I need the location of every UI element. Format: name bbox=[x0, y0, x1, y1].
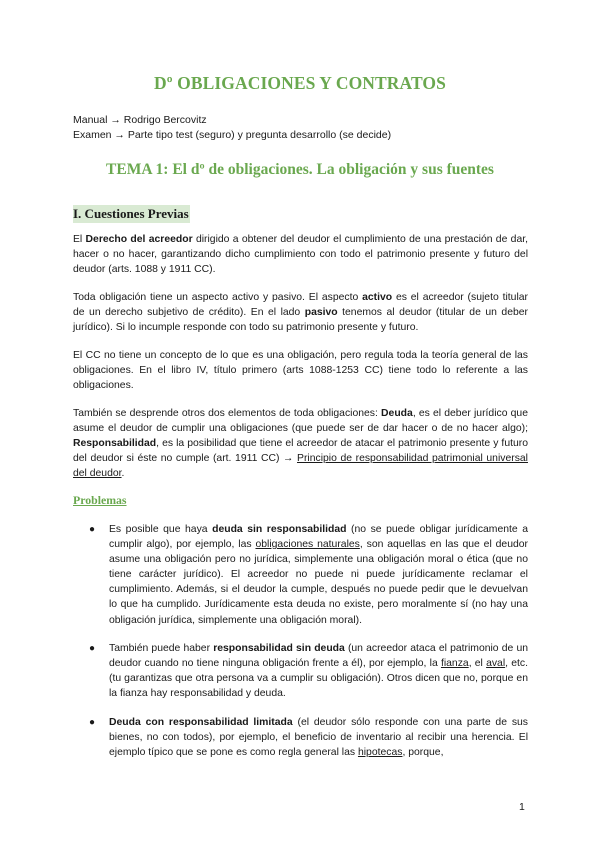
term-responsabilidad: Responsabilidad bbox=[73, 438, 157, 450]
tema-heading: TEMA 1: El dº de obligaciones. La obligación y sus fuentes bbox=[106, 161, 494, 178]
bullet-responsabilidad-limitada: Deuda con responsabilidad limitada (el deudor sólo responde con una parte de sus bienes, no con todos), por ejemplo, el beneficio de inventario al recibir una herencia. El ejemplo típico que se pone es como regla general las hipotecas, porque, bbox=[109, 717, 528, 759]
bullet-icon: ● bbox=[89, 643, 96, 654]
section-heading: I. Cuestiones Previas bbox=[73, 206, 189, 221]
term-derecho-acreedor: Derecho del acreedor bbox=[85, 234, 193, 245]
bullet-responsabilidad-sin-deuda: También puede haber responsabilidad sin deuda (un acreedor ataca el patrimonio de un deudor cuando no tiene ninguna obligación frente a él), por ejemplo, la fianza, el aval, etc. (tu garantizas que otra persona va a cumplir su obligación). Otros dicen que no, porque en la fianza hay responsabilidad y deuda. bbox=[109, 643, 528, 700]
document-title: Dº OBLIGACIONES Y CONTRATOS bbox=[154, 73, 446, 93]
manual-line: Manual → Rodrigo Bercovitz bbox=[73, 114, 207, 126]
problems-heading: Problemas bbox=[73, 493, 127, 507]
paragraph-definition: El Derecho del acreedor dirigido a obtener del deudor el cumplimiento de una prestación de dar, hacer o no hacer, garantizando dicho cumplimiento con todo el patrimonio presente y futuro del deudor (arts. 1088 y 1911 CC). bbox=[73, 234, 528, 276]
page-number: 1 bbox=[519, 801, 525, 813]
term-pasivo: pasivo bbox=[304, 307, 338, 319]
paragraph-activo-pasivo: Toda obligación tiene un aspecto activo y pasivo. El aspecto activo es el acreedor (sujeto titular de un derecho subjetivo de crédito). En el lado pasivo tenemos al deudor (titular de un deber jurídico). Si lo incumple responde con todo su patrimonio presente y futuro. bbox=[73, 292, 528, 334]
term-activo: activo bbox=[362, 292, 393, 303]
bullet-deuda-sin-responsabilidad: Es posible que haya deuda sin responsabilidad (no se puede obligar jurídicamente a cumplir algo), por ejemplo, las obligaciones naturales, son aquellas en las que el deudor asume una obligación pero no jurídica, simplemente una obligación moral o ética (que no tiene carácter jurídico). El acreedor no puede ni puede jurídicamente reclamar el cumplimiento. Además, si el deudor la cumple, después no puede pedir que le devuelvan lo que ha cumplido. Jurídicamente esta deuda no existe, pero moralmente sí (no hay una obligación jurídica, simplemente una obligación moral). bbox=[109, 524, 529, 626]
term-deuda: Deuda bbox=[381, 408, 413, 419]
principle-link: Principio de responsabilidad patrimonial universal del deudor bbox=[73, 453, 528, 480]
bullet-icon: ● bbox=[89, 524, 96, 535]
paragraph-elements: También se desprende otros dos elementos de toda obligaciones: Deuda, es el deber jurídico que asume el deudor de cumplir una obligaciones (que puede ser de dar hacer o de no hacer algo); Responsabilidad, es la posibilidad que tiene el acreedor de atacar el patrimonio presente y futuro del deudor si éste no cumple (art. 1911 CC) → Principio de responsabilidad patrimonial universal del deudor. bbox=[73, 408, 528, 480]
exam-line: Examen → Parte tipo test (seguro) y pregunta desarrollo (se decide) bbox=[73, 129, 392, 141]
paragraph-cc: El CC no tiene un concepto de lo que es una obligación, pero regula toda la teoría general de las obligaciones. En el libro IV, título primero (arts 1088-1253 CC) tiene todo lo referente a las obligaciones. bbox=[73, 350, 528, 392]
bullet-icon: ● bbox=[89, 717, 96, 728]
